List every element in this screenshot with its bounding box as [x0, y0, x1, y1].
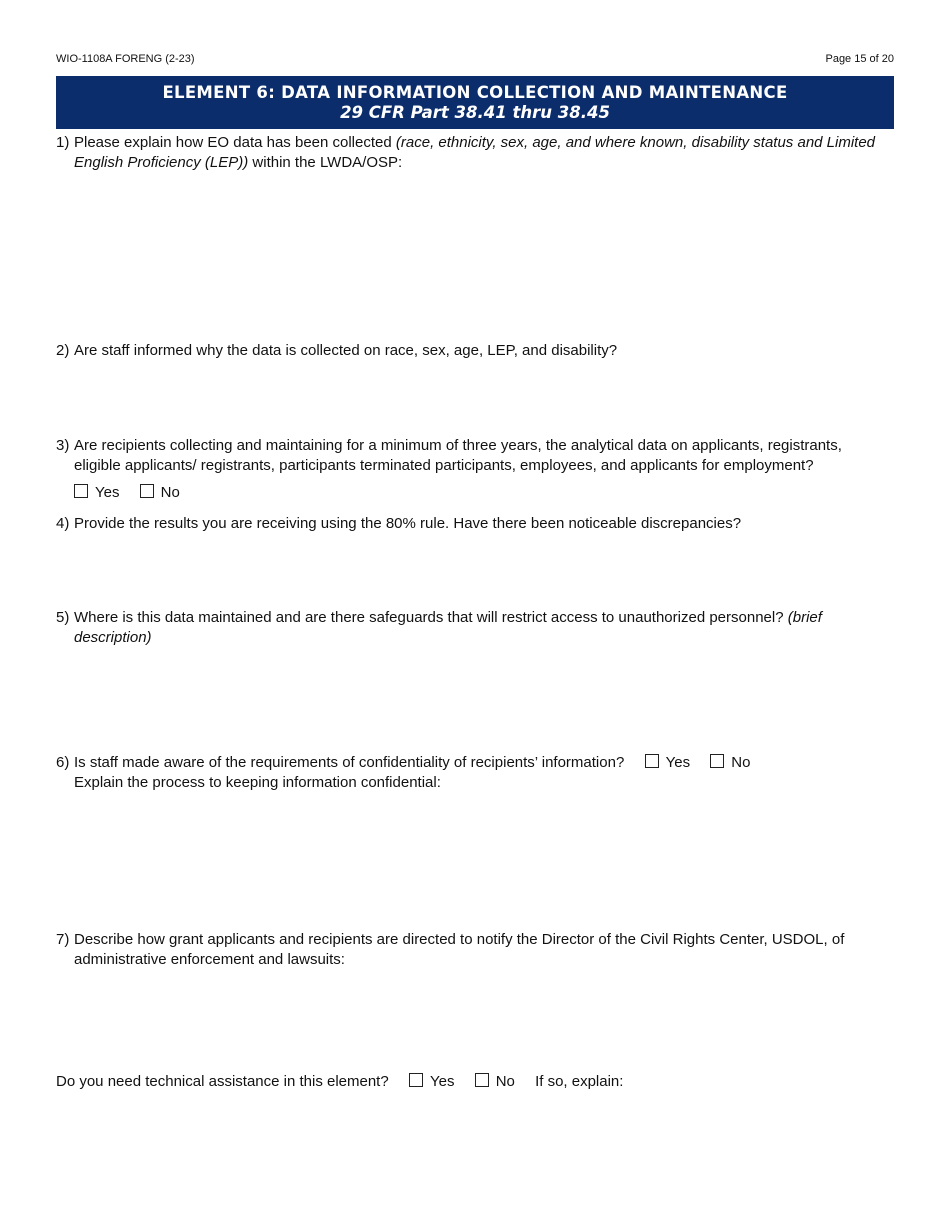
no-label: No: [160, 484, 180, 501]
question-number: 3): [56, 437, 70, 454]
question-5: [56, 608, 886, 648]
question-text: Is staff made aware of the requirements of confidentiality of recipients’ information?: [74, 754, 625, 771]
question-number: 5): [56, 609, 70, 626]
question-number: 4): [56, 515, 70, 532]
q3-no-option[interactable]: [140, 484, 180, 501]
q3-options: [74, 484, 196, 501]
question-4: [56, 514, 886, 534]
question-number: 1): [56, 134, 70, 151]
question-number: 7): [56, 931, 70, 948]
q3-yes-option[interactable]: [74, 484, 119, 501]
yes-checkbox[interactable]: [645, 754, 659, 768]
assistance-yes-option[interactable]: [409, 1072, 454, 1092]
question-text: Describe how grant applicants and recipients are directed to notify the Director of the Civil Rights Center, USDOL, of administrative enforcement and lawsuits:: [74, 931, 845, 968]
no-label: No: [731, 754, 751, 771]
page-number: Page 15 of 20: [825, 53, 894, 65]
assistance-no-option[interactable]: [475, 1072, 515, 1092]
yes-label: Yes: [95, 484, 120, 501]
section-header: [56, 76, 894, 129]
technical-assistance: [56, 1072, 623, 1092]
no-checkbox[interactable]: [140, 484, 154, 498]
yes-checkbox[interactable]: [409, 1073, 423, 1087]
assistance-text: Do you need technical assistance in this element?: [56, 1073, 389, 1090]
question-text-italic: (brief description): [74, 609, 822, 646]
q6-no-option[interactable]: [710, 753, 750, 773]
question-number: 6): [56, 754, 70, 771]
question-text-end: within the LWDA/OSP:: [248, 154, 403, 171]
question-1: [56, 133, 886, 173]
question-text: Provide the results you are receiving using the 80% rule. Have there been noticeable discrepancies?: [74, 515, 742, 532]
no-checkbox[interactable]: [475, 1073, 489, 1087]
yes-checkbox[interactable]: [74, 484, 88, 498]
question-text-italic: (race, ethnicity, sex, age, and where known, disability status and Limited English Proficiency (LEP)): [74, 134, 876, 171]
question-text: Please explain how EO data has been collected: [74, 134, 396, 151]
question-text: Where is this data maintained and are there safeguards that will restrict access to unauthorized personnel?: [74, 609, 788, 626]
question-text: Are recipients collecting and maintaining for a minimum of three years, the analytical data on applicants, registrants, eligible applicants/ registrants, participants terminated participants, employees, and applicants for employment?: [74, 437, 842, 474]
question-number: 2): [56, 342, 70, 359]
form-id: WIO-1108A FORENG (2-23): [56, 53, 195, 65]
yes-label: Yes: [430, 1073, 455, 1090]
question-3: [56, 436, 886, 476]
q6-yes-option[interactable]: [645, 753, 690, 773]
section-subtitle: 29 CFR Part 38.41 thru 38.45: [340, 103, 610, 122]
yes-label: Yes: [665, 754, 691, 771]
question-text: Are staff informed why the data is collected on race, sex, age, LEP, and disability?: [74, 342, 618, 359]
question-7: [56, 930, 886, 970]
section-title: ELEMENT 6: DATA INFORMATION COLLECTION AND MAINTENANCE: [162, 83, 788, 102]
no-label: No: [495, 1073, 515, 1090]
assistance-explain-label: If so, explain:: [535, 1073, 624, 1090]
question-6: [56, 753, 886, 793]
question-text-2: Explain the process to keeping information confidential:: [74, 774, 441, 791]
question-2: [56, 341, 886, 361]
no-checkbox[interactable]: [710, 754, 724, 768]
